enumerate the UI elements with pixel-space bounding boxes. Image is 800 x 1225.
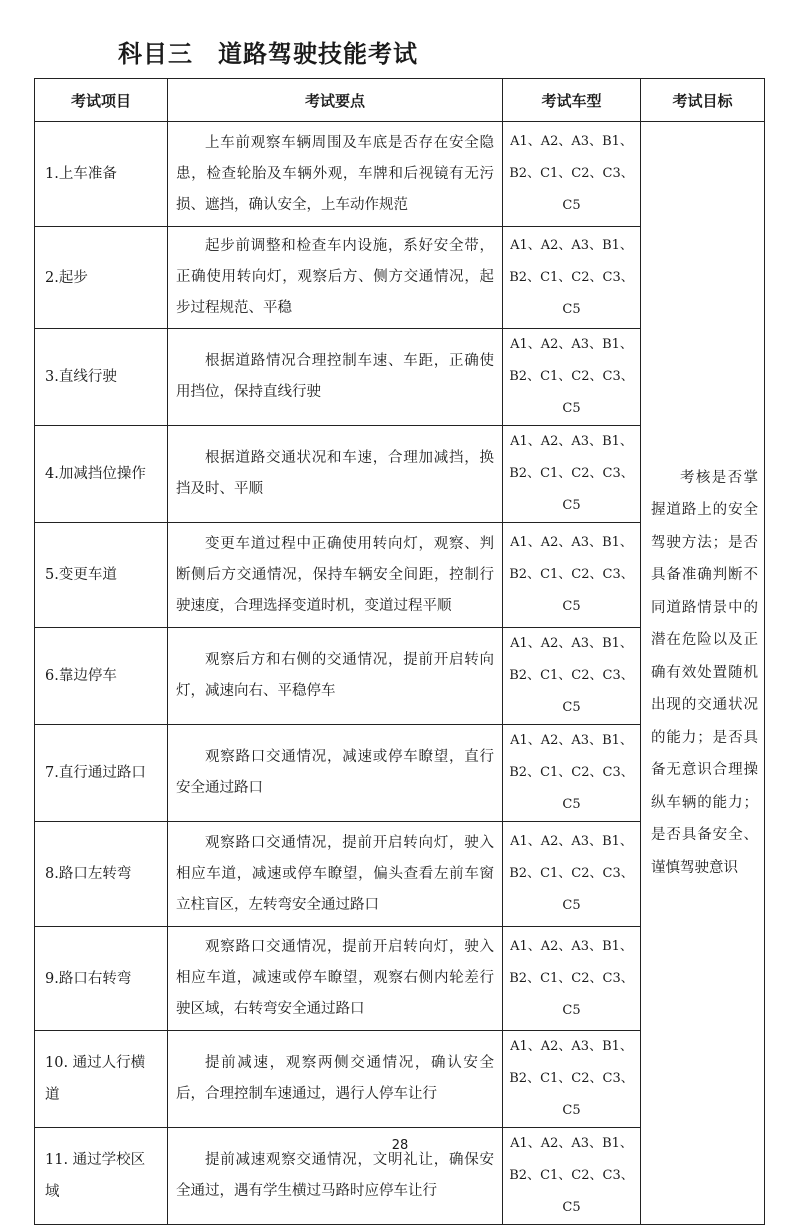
exam-item-cell: 10. 通过人行横道 [35, 1031, 168, 1128]
vehicle-types-line: B2、C1、C2、C3、C5 [509, 269, 634, 317]
exam-item-cell: 5.变更车道 [35, 523, 168, 628]
exam-item-cell: 2.起步 [35, 227, 168, 329]
exam-item-cell: 8.路口左转弯 [35, 822, 168, 927]
exam-item-cell: 1.上车准备 [35, 122, 168, 227]
vehicle-types-line: B2、C1、C2、C3、C5 [509, 866, 634, 913]
vehicle-types-line: B2、C1、C2、C3、C5 [509, 369, 634, 416]
vehicle-types-line: A1、A2、A3、B1、 [510, 1136, 633, 1151]
vehicle-types-cell [503, 1031, 641, 1128]
vehicle-types-line: B2、C1、C2、C3、C5 [509, 668, 634, 715]
exam-goal-cell: 考核是否掌握道路上的安全驾驶方法；是否具备准确判断不同道路情景中的潜在危险以及正确有效处置随机出现的交通状况的能力；是否具备无意识合理操纵车辆的能力；是否具备安全、谨慎驾驶意识 [641, 122, 765, 1225]
exam-points-cell: 观察路口交通情况，提前开启转向灯，驶入相应车道，减速或停车瞭望，观察右侧内轮差行驶区域，右转弯安全通过路口 [168, 927, 503, 1031]
exam-points-cell: 起步前调整和检查车内设施，系好安全带，正确使用转向灯，观察后方、侧方交通情况，起步过程规范、平稳 [168, 227, 503, 329]
vehicle-types-cell [503, 927, 641, 1031]
exam-points-cell: 观察后方和右侧的交通情况，提前开启转向灯，减速向右、平稳停车 [168, 628, 503, 725]
header-vehicle-types: 考试车型 [503, 79, 641, 122]
exam-points-cell: 提前减速，观察两侧交通情况，确认安全后，合理控制车速通过，遇行人停车让行 [168, 1031, 503, 1128]
vehicle-types-line: A1、A2、A3、B1、 [510, 1039, 633, 1054]
vehicle-types-line: A1、A2、A3、B1、 [510, 636, 633, 651]
vehicle-types-cell [503, 822, 641, 927]
vehicle-types-cell [503, 426, 641, 523]
vehicle-types-line: B2、C1、C2、C3、C5 [509, 970, 634, 1018]
exam-points-cell: 变更车道过程中正确使用转向灯，观察、判断侧后方交通情况，保持车辆安全间距，控制行驶速度，合理选择变道时机，变道过程平顺 [168, 523, 503, 628]
exam-item-cell: 11. 通过学校区域 [35, 1128, 168, 1225]
vehicle-types-cell [503, 329, 641, 426]
vehicle-types-line: B2、C1、C2、C3、C5 [509, 765, 634, 812]
table-row [35, 122, 765, 227]
exam-table [34, 78, 765, 1225]
exam-item-cell: 4.加减挡位操作 [35, 426, 168, 523]
vehicle-types-cell [503, 122, 641, 227]
header-exam-points: 考试要点 [168, 79, 503, 122]
vehicle-types-line: A1、A2、A3、B1、 [510, 434, 633, 449]
exam-points-cell: 根据道路情况合理控制车速、车距，正确使用挡位，保持直线行驶 [168, 329, 503, 426]
vehicle-types-line: B2、C1、C2、C3、C5 [509, 1071, 634, 1118]
vehicle-types-cell [503, 523, 641, 628]
table-header-row [35, 79, 765, 122]
vehicle-types-line: B2、C1、C2、C3、C5 [509, 166, 634, 213]
exam-points-cell: 观察路口交通情况，提前开启转向灯，驶入相应车道，减速或停车瞭望，偏头查看左前车窗立柱盲区，左转弯安全通过路口 [168, 822, 503, 927]
exam-item-cell: 9.路口右转弯 [35, 927, 168, 1031]
exam-points-cell: 提前减速观察交通情况，文明礼让，确保安全通过，遇有学生横过马路时应停车让行 [168, 1128, 503, 1225]
vehicle-types-line: A1、A2、A3、B1、 [510, 535, 633, 550]
vehicle-types-cell [503, 725, 641, 822]
vehicle-types-line: A1、A2、A3、B1、 [510, 733, 633, 748]
header-exam-goal: 考试目标 [641, 79, 765, 122]
vehicle-types-cell [503, 628, 641, 725]
vehicle-types-line: B2、C1、C2、C3、C5 [509, 1168, 634, 1215]
page-number: 28 [391, 1138, 409, 1153]
exam-points-cell: 观察路口交通情况，减速或停车瞭望，直行安全通过路口 [168, 725, 503, 822]
vehicle-types-line: B2、C1、C2、C3、C5 [509, 567, 634, 614]
exam-item-cell: 7.直行通过路口 [35, 725, 168, 822]
exam-points-cell: 根据道路交通状况和车速，合理加减挡，换挡及时、平顺 [168, 426, 503, 523]
page-title: 科目三 道路驾驶技能考试 [118, 40, 418, 68]
vehicle-types-line: A1、A2、A3、B1、 [510, 237, 633, 253]
vehicle-types-line: B2、C1、C2、C3、C5 [509, 466, 634, 513]
exam-item-cell: 6.靠边停车 [35, 628, 168, 725]
vehicle-types-line: A1、A2、A3、B1、 [510, 337, 633, 352]
vehicle-types-cell [503, 227, 641, 329]
header-exam-item: 考试项目 [35, 79, 168, 122]
exam-points-cell: 上车前观察车辆周围及车底是否存在安全隐患，检查轮胎及车辆外观，车牌和后视镜有无污损、遮挡，确认安全，上车动作规范 [168, 122, 503, 227]
vehicle-types-line: A1、A2、A3、B1、 [510, 834, 633, 849]
exam-item-cell: 3.直线行驶 [35, 329, 168, 426]
vehicle-types-line: A1、A2、A3、B1、 [510, 938, 633, 954]
vehicle-types-line: A1、A2、A3、B1、 [510, 134, 633, 149]
